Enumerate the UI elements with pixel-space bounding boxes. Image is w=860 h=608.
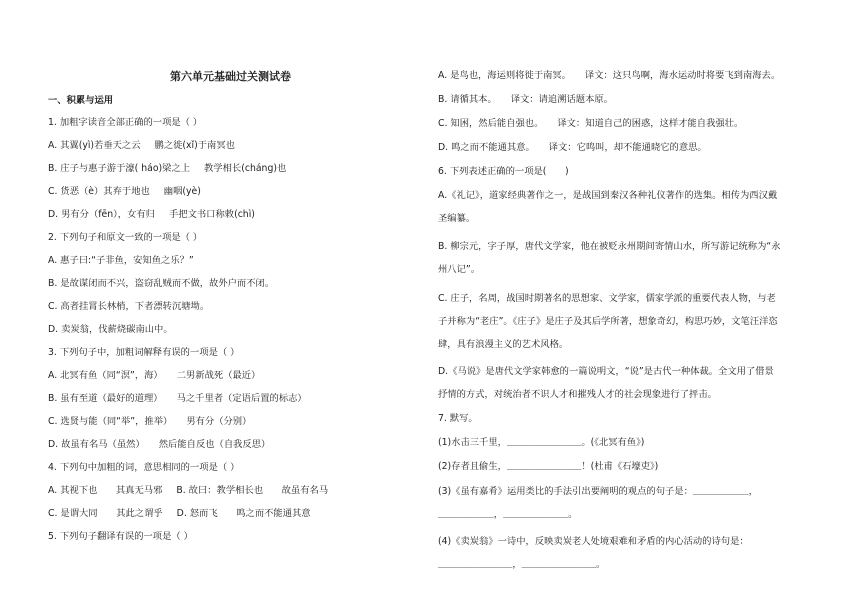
option-line: B. 是故谋闭而不兴，盗窃乱贼而不做，故外户而不闭。 [48, 278, 275, 289]
option-line: C. 知困，然后能自强也。 译文：知道自己的困惑，这样才能自我强壮。 [438, 118, 744, 129]
option-line: C. 是谓大同 其此之谓乎 D. 怒而飞 鸣之而不能通其意 [48, 508, 311, 519]
option-line: D. 鸣之而不能通其意。 译文：它鸣叫，却不能通晓它的意思。 [438, 142, 707, 153]
option-line: A. 其视下也 其真无马邪 B. 故曰：教学相长也 故虽有名马 [48, 485, 329, 496]
question-line: 7. 默写。 [438, 413, 478, 424]
question-line: 4. 下列句中加粗的词，意思相同的一项是（ ） [48, 462, 240, 473]
option-line: 抒情的方式，对统治者不识人才和摧残人才的社会现象进行了抨击。 [438, 389, 717, 400]
option-line: D. 故虽有名马（虽然） 然后能自反也（自我反思） [48, 439, 271, 450]
option-line: C. 选贤与能（同“举”，推举） 男有分（分别） [48, 416, 252, 427]
option-line: D.《马说》是唐代文学家韩愈的一篇说明文，“说”是古代一种体裁。全文用了借景 [438, 366, 774, 377]
option-line: B. 庄子与惠子游于濠( háo)梁之上 教学相长(cháng)也 [48, 163, 287, 174]
fill-blank-line: ＿＿＿＿＿＿＿＿，＿＿＿＿＿＿＿＿。 [438, 559, 606, 570]
option-line: 州八记”。 [438, 264, 481, 275]
option-line: C. 高者挂罥长林梢，下者漂转沉塘坳。 [48, 301, 210, 312]
question-line: 6. 下列表述正确的一项是( ) [438, 166, 569, 177]
option-line: C. 货恶（è）其弃于地也 幽咽(yè) [48, 186, 201, 197]
question-line: 1. 加粗字读音全部正确的一项是（ ） [48, 117, 203, 128]
option-line: B. 虽有至道（最好的道理） 马之千里者（定语后置的标志） [48, 393, 307, 404]
fill-blank-line: (1)水击三千里，＿＿＿＿＿＿＿＿。(《北冥有鱼》) [438, 437, 645, 448]
option-line: 肆，具有浪漫主义的艺术风格。 [438, 339, 569, 350]
fill-blank-line: (2)存者且偷生，＿＿＿＿＿＿＿＿！(杜甫《石壕吏》) [438, 461, 659, 472]
option-line: 圣编纂。 [438, 213, 476, 224]
option-line: A. 惠子曰:“子非鱼，安知鱼之乐？” [48, 255, 194, 266]
question-line: 3. 下列句子中，加粗词解释有误的一项是（ ） [48, 347, 240, 358]
fill-blank-line: (3)《虽有嘉肴》运用类比的手法引出要阐明的观点的句子是：＿＿＿＿＿＿， [438, 486, 758, 497]
fill-blank-line: ＿＿＿＿＿＿，＿＿＿＿＿＿＿。 [438, 509, 578, 520]
option-line: A. 是鸟也，海运则将徙于南冥。 译文：这只鸟啊，海水运动时将要飞到南海去。 [438, 70, 781, 81]
option-line: A. 其翼(yì)若垂天之云 鹏之徙(xǐ)于南冥也 [48, 140, 235, 151]
option-line: 子并称为“老庄”。《庄子》是庄子及其后学所著，想象奇幻，构思巧妙，文笔汪洋恣 [438, 316, 778, 327]
question-line: 5. 下列句子翻译有误的一项是（ ） [48, 531, 193, 542]
option-line: B. 柳宗元，字子厚，唐代文学家，他在被贬永州期间寄情山水，所写游记统称为“永 [438, 241, 781, 252]
question-line: 2. 下列句子和原文一致的一项是（ ） [48, 232, 203, 243]
page-title: 第六单元基础过关测试卷 [170, 70, 291, 83]
fill-blank-line: (4)《卖炭翁》一诗中，反映卖炭老人处境艰难和矛盾的内心活动的诗句是： [438, 536, 749, 547]
option-line: D. 男有分（fēn），女有归 手把文书口称敕(chì) [48, 209, 255, 220]
option-line: D. 卖炭翁，伐薪烧碳南山中。 [48, 324, 173, 335]
option-line: A. 北冥有鱼（同“溟”，海） 二男新战死（最近） [48, 370, 261, 381]
option-line: C. 庄子，名周，战国时期著名的思想家、文学家，儒家学派的重要代表人物，与老 [438, 293, 776, 304]
section-heading: 一、积累与运用 [48, 95, 114, 106]
option-line: B. 请循其本。 译文：请追溯话题本原。 [438, 94, 613, 105]
option-line: A.《礼记》，道家经典著作之一，是战国到秦汉各种礼仪著作的选集。相传为西汉戴 [438, 190, 778, 201]
